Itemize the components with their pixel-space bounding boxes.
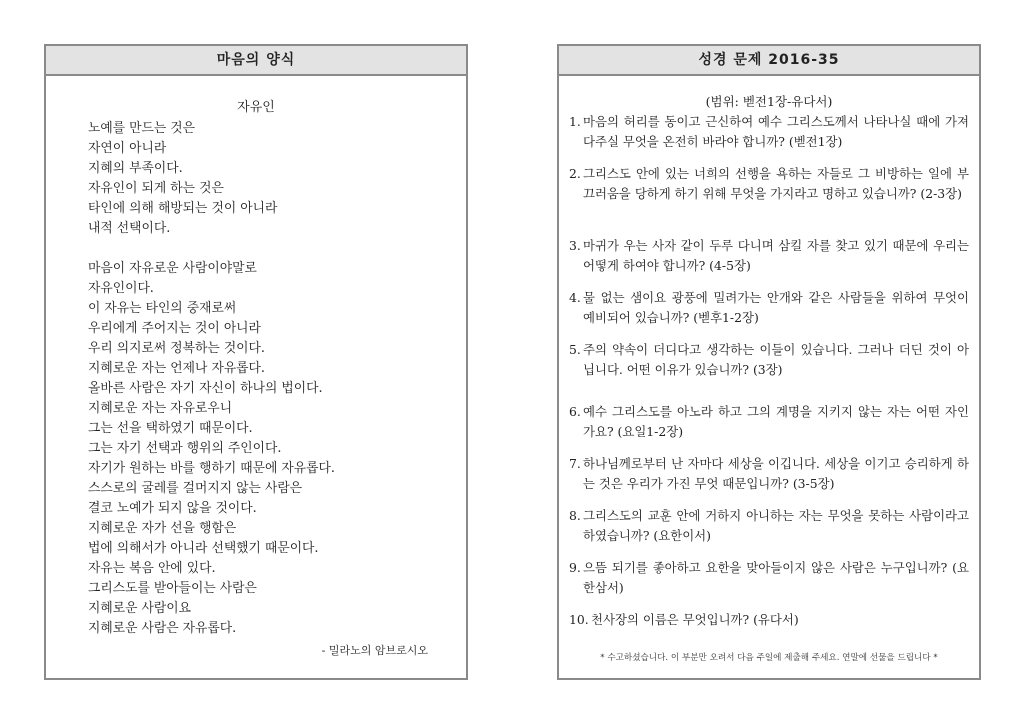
question-number: 7. <box>569 456 581 471</box>
question-item <box>569 454 969 494</box>
poem-line: 스스로의 굴레를 걸머지지 않는 사람은 <box>88 481 303 496</box>
question-text: 그리스도 안에 있는 너희의 선행을 욕하는 자들로 그 비방하는 일에 부끄러움을 당하게 하기 위해 무엇을 가지라고 명하고 있습니까? (2-3장) <box>583 166 969 201</box>
poem-line: 노예를 만드는 것은 <box>88 121 196 136</box>
question-text: 마음의 허리를 동이고 근신하여 예수 그리스도께서 나타나실 때에 가져다주실 무엇을 온전히 바라야 합니까? (벧전1장) <box>583 114 969 149</box>
poem-line: 마음이 자유로운 사람이야말로 <box>88 261 257 276</box>
question-number: 1. <box>569 114 581 129</box>
question-text: 천사장의 이름은 무엇입니까? (유다서) <box>591 612 799 627</box>
poem-line: 자연이 아니라 <box>88 141 167 156</box>
poem-title: 자유인 <box>237 100 275 115</box>
question-item <box>569 236 969 276</box>
poem-line: 지혜로운 사람은 자유롭다. <box>88 621 237 636</box>
poem-line: 지혜의 부족이다. <box>88 161 183 176</box>
poem-line: 지혜로운 자가 선을 행함은 <box>88 521 237 536</box>
poem-line: 그리스도를 받아들이는 사람은 <box>88 581 257 596</box>
left-panel-header: 마음의 양식 <box>46 46 466 76</box>
poem-line: 우리에게 주어지는 것이 아니라 <box>88 321 261 336</box>
question-number: 2. <box>569 166 581 181</box>
poem-line: 우리 의지로써 정복하는 것이다. <box>88 341 265 356</box>
question-text: 물 없는 샘이요 광풍에 밀려가는 안개와 같은 사람들을 위하여 무엇이 예비되어 있습니까? (벧후1-2장) <box>583 290 969 325</box>
footer-note: * 수고하셨습니다. 이 부분만 오려서 다음 주일에 제출해 주세요. 연말에 선물을 드립니다 * <box>600 653 938 663</box>
poem-line: 그는 선을 택하였기 때문이다. <box>88 421 253 436</box>
question-number: 10. <box>569 612 589 627</box>
poem-line: 지혜로운 자는 자유로우니 <box>88 401 233 416</box>
question-range: (범위: 벧전1장-유다서) <box>705 94 833 109</box>
poem-line: 자유는 복음 안에 있다. <box>88 561 216 576</box>
poem-line: 법에 의해서가 아니라 선택했기 때문이다. <box>88 541 319 556</box>
question-text: 예수 그리스도를 아노라 하고 그의 계명을 지키지 않는 자는 어떤 자인가요? (요일1-2장) <box>583 404 969 439</box>
poem-author: - 밀라노의 암브로시오 <box>321 644 428 657</box>
poem-line: 자유인이다. <box>88 281 154 296</box>
question-number: 3. <box>569 238 581 253</box>
poem-stanza-gap <box>88 239 335 259</box>
question-text: 그리스도의 교훈 안에 거하지 아니하는 자는 무엇을 못하는 사람이라고 하였습니까? (요한이서) <box>583 508 969 543</box>
question-number: 9. <box>569 560 581 575</box>
question-item <box>569 402 969 442</box>
question-text: 으뜸 되기를 좋아하고 요한을 맞아들이지 않은 사람은 누구입니까? (요한삼서) <box>583 560 969 595</box>
question-text: 하나님께로부터 난 자마다 세상을 이깁니다. 세상을 이기고 승리하게 하는 것은 우리가 가진 무엇 때문입니까? (3-5장) <box>583 456 969 491</box>
question-item <box>569 112 969 152</box>
question-number: 6. <box>569 404 581 419</box>
question-number: 8. <box>569 508 581 523</box>
left-panel <box>44 44 468 680</box>
poem-line: 지혜로운 자는 언제나 자유롭다. <box>88 361 265 376</box>
poem-line: 이 자유는 타인의 중재로써 <box>88 301 237 316</box>
question-item <box>569 164 969 204</box>
right-panel-header: 성경 문제 2016-35 <box>559 46 979 76</box>
question-item <box>569 610 969 630</box>
question-item <box>569 288 969 328</box>
poem-line: 자기가 원하는 바를 행하기 때문에 자유롭다. <box>88 461 335 476</box>
poem-line: 자유인이 되게 하는 것은 <box>88 181 224 196</box>
poem-line: 타인에 의해 해방되는 것이 아니라 <box>88 201 278 216</box>
poem-line: 올바른 사람은 자기 자신이 하나의 법이다. <box>88 381 323 396</box>
question-text: 주의 약속이 더디다고 생각하는 이들이 있습니다. 그러나 더딘 것이 아닙니다. 어떤 이유가 있습니까? (3장) <box>583 342 969 377</box>
question-item <box>569 558 969 598</box>
poem-line: 그는 자기 선택과 행위의 주인이다. <box>88 441 282 456</box>
poem-line: 내적 선택이다. <box>88 221 171 236</box>
question-item <box>569 340 969 380</box>
question-number: 4. <box>569 290 581 305</box>
poem-line: 지혜로운 사람이요 <box>88 601 191 616</box>
question-item <box>569 506 969 546</box>
poem-body <box>88 119 335 639</box>
right-panel <box>557 44 981 680</box>
question-text: 마귀가 우는 사자 같이 두루 다니며 삼킬 자를 찾고 있기 때문에 우리는 어떻게 하여야 합니까? (4-5장) <box>583 238 969 273</box>
poem-line: 결코 노예가 되지 않을 것이다. <box>88 501 257 516</box>
question-number: 5. <box>569 342 581 357</box>
